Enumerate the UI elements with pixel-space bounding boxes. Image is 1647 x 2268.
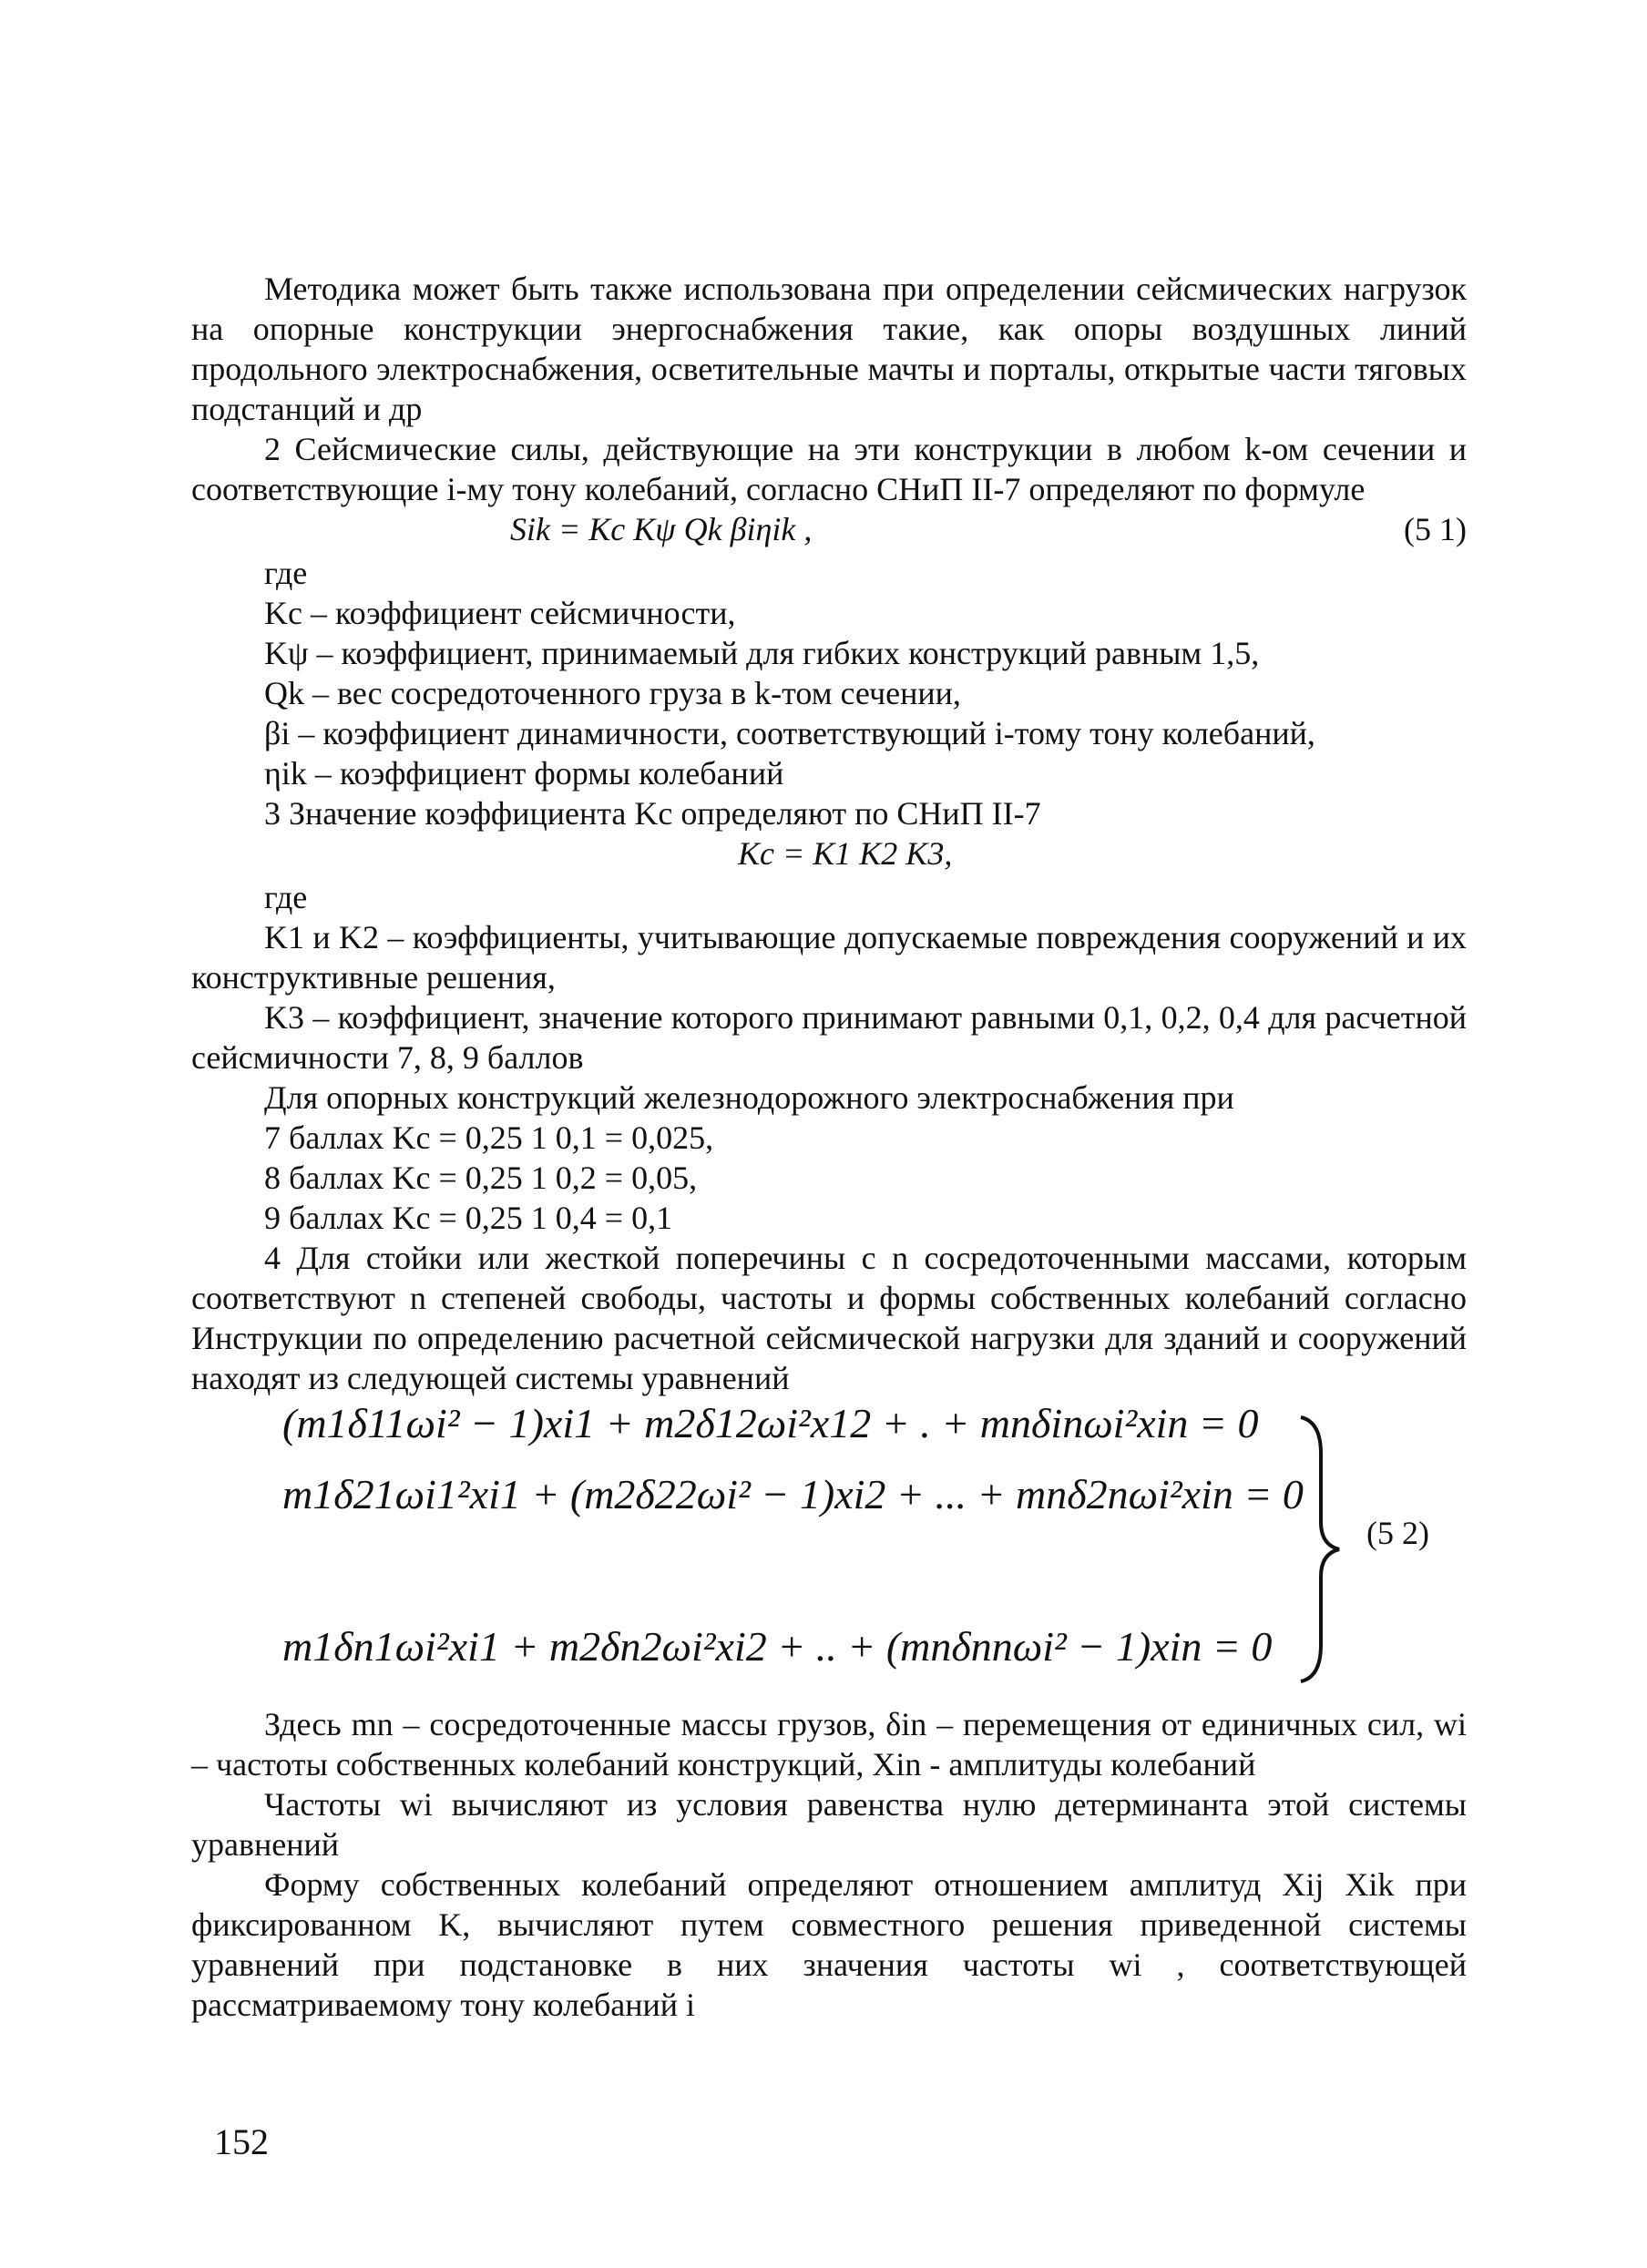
supports-9-points: 9 баллах Kc = 0,25 1 0,4 = 0,1 [264,1200,673,1236]
right-brace-icon [1294,1413,1348,1686]
equation-system-5-2 [191,1400,1467,1686]
where-label-1: где [264,555,308,591]
formula-kc-text: Kc = K1 K2 K3, [738,835,953,872]
equation-row-1: (m1δ11ωi² − 1)xi1 + m2δ12ωi²x12 + . + mnδinωi²xin = 0 [282,1400,1259,1446]
formula-kc [191,833,1467,877]
definition-kpsi: Kψ – коэффициент, принимаемый для гибких конструкций равным 1,5, [264,635,1260,671]
supports-intro: Для опорных конструкций железнодорожного электроснабжения при [264,1079,1234,1116]
page-number: 152 [214,2121,269,2162]
definition-beta: βi – коэффициент динамичности, соответствующий i-тому тону колебаний, [264,715,1315,751]
paragraph-method: Методика может быть также использована при определении сейсмических нагрузок на опорные конструкции энергоснабжения такие, как опоры воздушных линий продольного электроснабжения, осветительные мачты и порталы, открытые части тяговых подстанций и др [191,271,1467,427]
paragraph-mode-shape: Форму собственных колебаний определяют отношением амплитуд Xij Xik при фиксированном K, вычисляют путем совместного решения приведенной системы уравнений при подстановке в них значения частоты wi , соответствующей рассматриваемому тону колебаний i [191,1866,1467,2023]
definition-eta: ηik – коэффициент формы колебаний [264,755,784,792]
paragraph-notation: Здесь mn – сосредоточенные массы грузов, δin – перемещения от единичных сил, wi – частоты собственных колебаний конструкций, Xin - амплитуды колебаний [191,1706,1467,1783]
definition-qk: Qk – вес сосредоточенного груза в k-том сечении, [264,675,961,711]
paragraph-kc-value: 3 Значение коэффициента Kc определяют по СНиП II-7 [264,795,1041,832]
definition-k1-k2: K1 и K2 – коэффициенты, учитывающие допускаемые повреждения сооружений и их конструктивные решения, [191,919,1467,996]
paragraph-seismic-forces: 2 Сейсмические силы, действующие на эти конструкции в любом k-ом сечении и соответствующие i-му тону колебаний, согласно СНиП II-7 определяют по формуле [191,431,1467,507]
formula-5-1-number: (5 1) [1404,511,1467,547]
equation-system-number: (5 2) [1366,1515,1429,1551]
paragraph-system-intro: 4 Для стойки или жесткой поперечины с n сосредоточенными массами, которым соответствуют n степеней свободы, частоты и формы собственных колебаний согласно Инструкции по определению расчетной сейсмической нагрузки для зданий и сооружений находят из следующей системы уравнений [191,1240,1467,1396]
definition-kc: Kc – коэффициент сейсмичности, [264,595,736,631]
equation-row-2: m1δ21ωi1²xi1 + (m2δ22ωi² − 1)xi2 + ... + mnδ2nωi²xin = 0 [282,1471,1304,1517]
formula-5-1 [191,509,1467,553]
formula-5-1-text: Sik = Kc Kψ Qk βiηik , [510,511,813,547]
paragraph-frequencies: Частоты wi вычисляют из условия равенства нулю детерминанта этой системы уравнений [191,1786,1467,1863]
equation-row-3: m1δn1ωi²xi1 + m2δn2ωi²xi2 + .. + (mnδnnωi² − 1)xin = 0 [282,1623,1273,1670]
supports-7-points: 7 баллах Kc = 0,25 1 0,1 = 0,025, [264,1119,714,1156]
page-content [191,269,1467,2025]
definition-k3: K3 – коэффициент, значение которого принимают равными 0,1, 0,2, 0,4 для расчетной сейсмичности 7, 8, 9 баллов [191,999,1467,1076]
supports-8-points: 8 баллах Kc = 0,25 1 0,2 = 0,05, [264,1160,698,1196]
where-label-2: где [264,879,308,915]
